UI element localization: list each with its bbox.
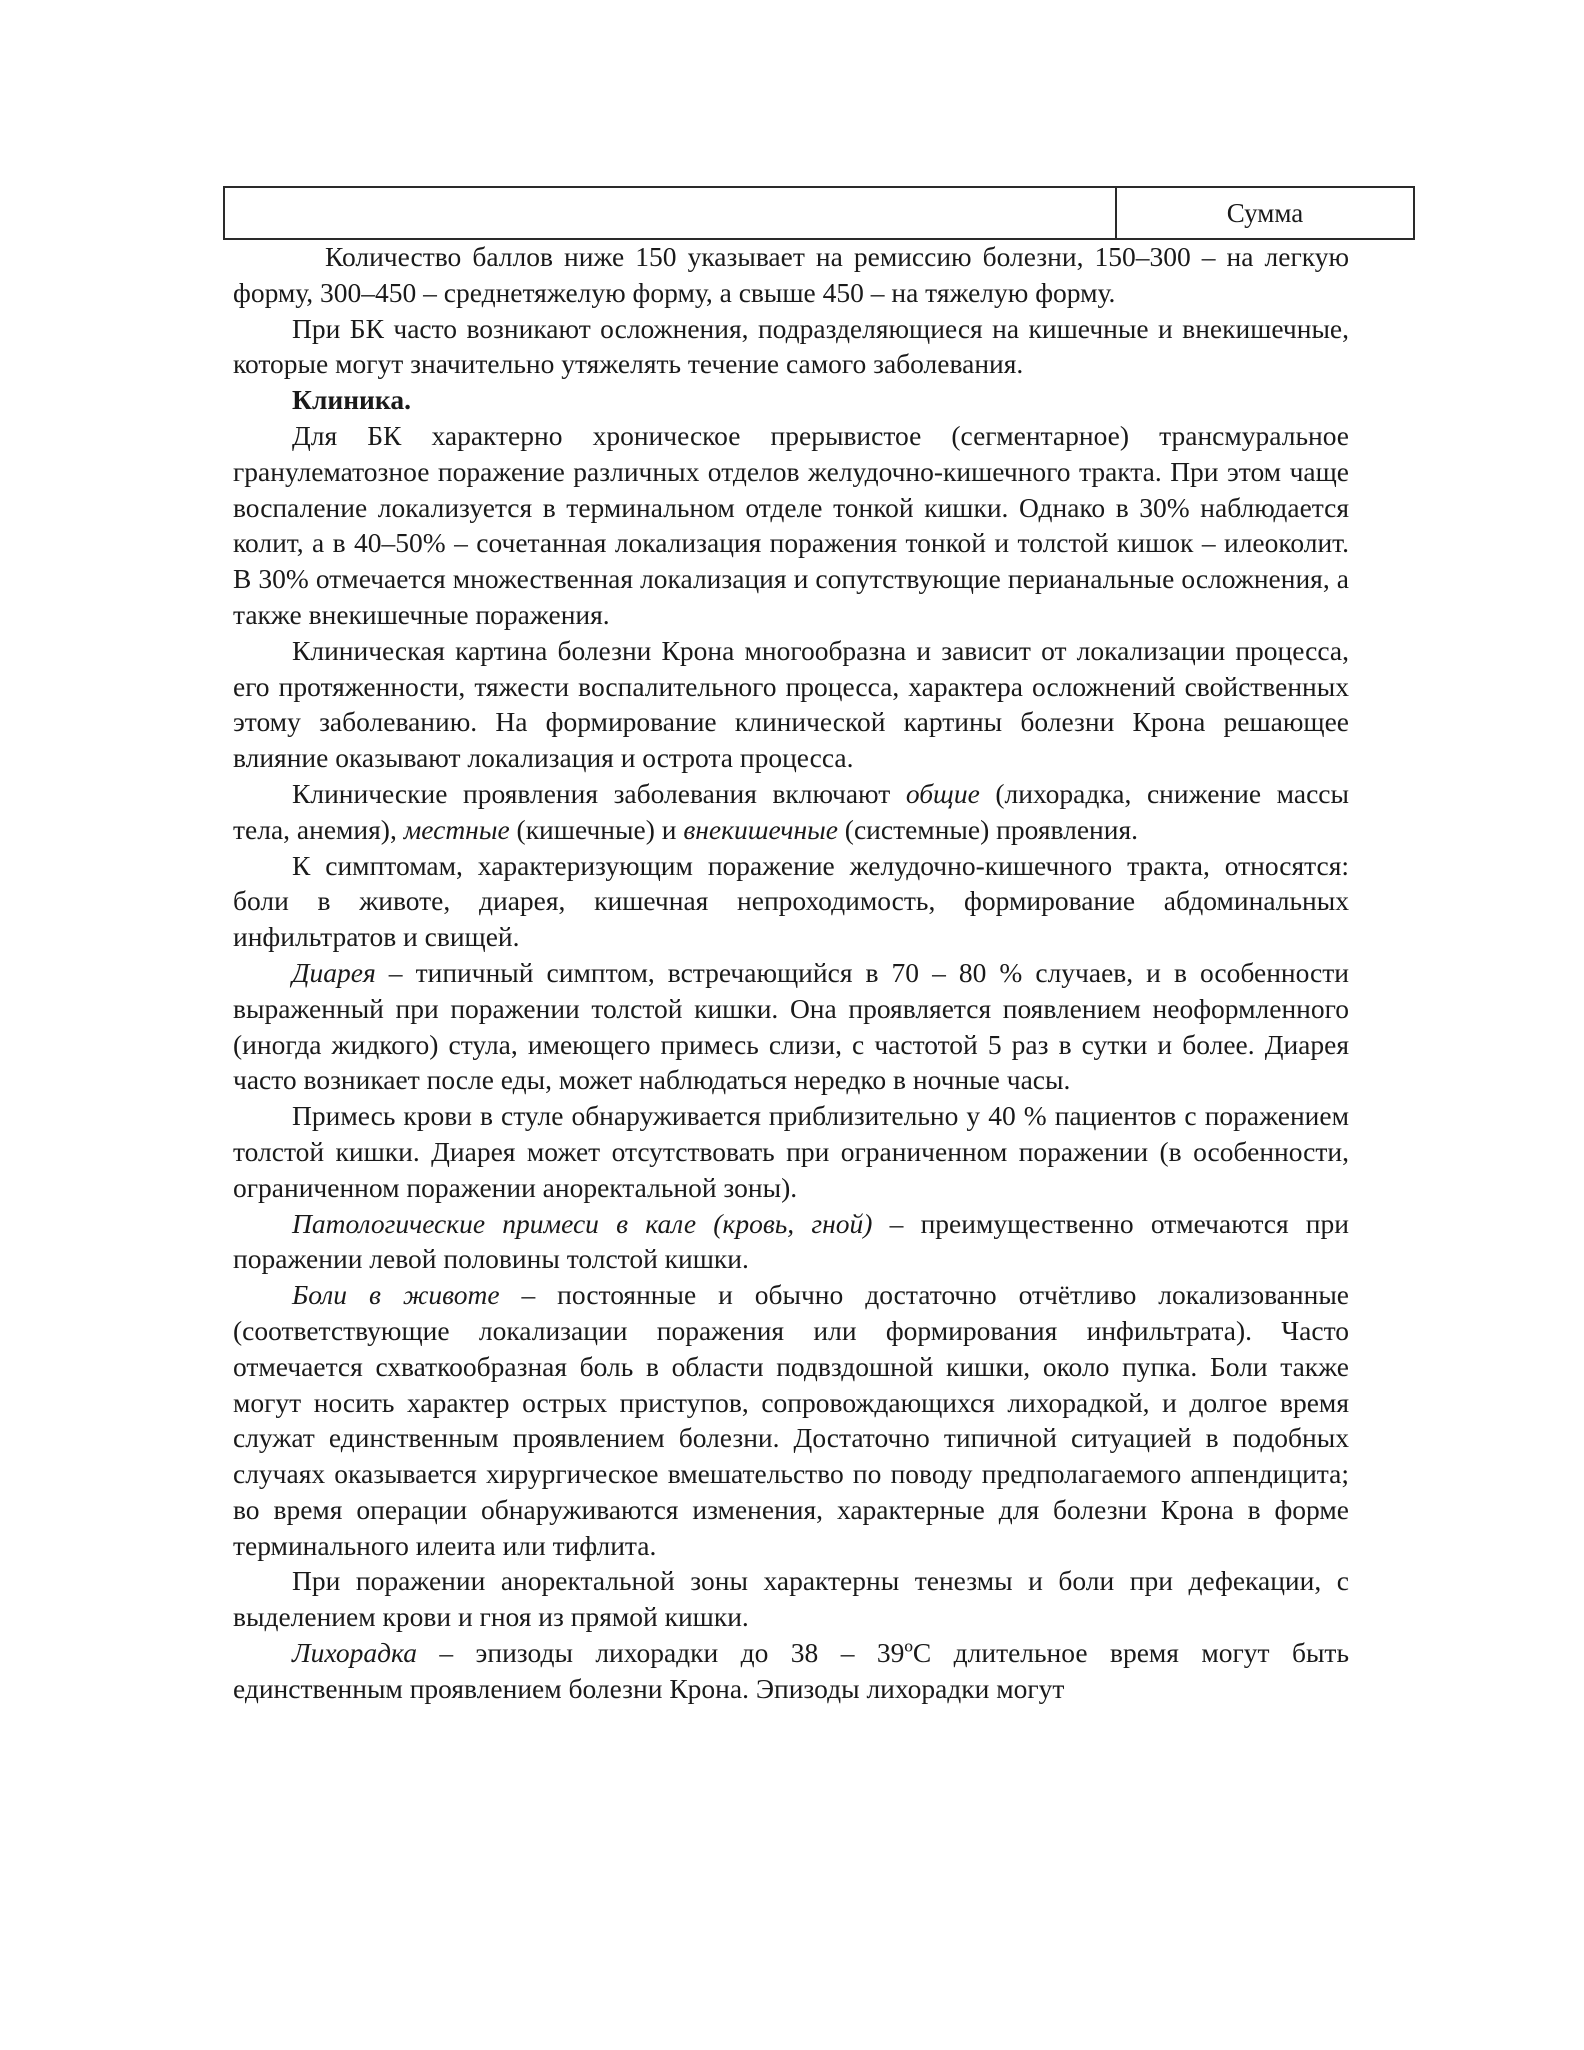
paragraph-localization: Для БК характерно хроническое прерывистое (сегментарное) трансмуральное гранулематозное поражение различных отделов желудочно-кишечного тракта. При этом чаще воспаление локализуется в терминальном отделе тонкой кишки. Однако в 30% наблюдается колит, а в 40–50% – сочетанная локализация поражения тонкой и толстой кишок – илеоколит. В 30% отмечается множественная локализация и сопутствующие перианальные осложнения, а также внекишечные поражения.: [233, 419, 1349, 630]
paragraph-gi-symptoms: К симптомам, характеризующим поражение желудочно-кишечного тракта, относятся: боли в животе, диарея, кишечная непроходимость, формирование абдоминальных инфильтратов и свищей.: [233, 849, 1349, 953]
paragraph-pathological-admixtures: Патологические примеси в кале (кровь, гной) – преимущественно отмечаются при поражении левой половины толстой кишки.: [233, 1207, 1349, 1275]
paragraph-diarrhea: Диарея – типичный симптом, встречающийся в 70 – 80 % случаев, и в особенности выраженный при поражении толстой кишки. Она проявляется появлением неоформленного (иногда жидкого) стула, имеющего примесь слизи, с частотой 5 раз в сутки и более. Диарея часто возникает после еды, может наблюдаться нередко в ночные часы.: [233, 956, 1349, 1096]
paragraph-complications: При БК часто возникают осложнения, подразделяющиеся на кишечные и внекишечные, которые могут значительно утяжелять течение самого заболевания.: [233, 312, 1349, 380]
paragraph-blood-in-stool: Примесь крови в стуле обнаруживается приблизительно у 40 % пациентов с поражением толстой кишки. Диарея может отсутствовать при ограниченном поражении (в особенности, ограниченном поражении аноректальной зоны).: [233, 1100, 1349, 1203]
paragraph-manifestations: Клинические проявления заболевания включают общие (лихорадка, снижение массы тела, анемия), местные (кишечные) и внекишечные (системные) проявления.: [233, 777, 1349, 845]
paragraph-clinical-picture: Клиническая картина болезни Крона многообразна и зависит от локализации процесса, его протяженности, тяжести воспалительного процесса, характера осложнений свойственных этому заболеванию. На формирование клинической картины болезни Крона решающее влияние оказывают локализация и острота процесса.: [233, 634, 1349, 774]
score-table: [223, 186, 1415, 240]
body-text: [233, 239, 1349, 1707]
paragraph-score-interpretation: Количество баллов ниже 150 указывает на ремиссию болезни, 150–300 – на легкую форму, 300–450 – среднетяжелую форму, а свыше 450 – на тяжелую форму.: [233, 241, 1349, 308]
table-cell-sum: Сумма: [1226, 197, 1304, 228]
paragraph-fever: Лихорадка – эпизоды лихорадки до 38 – 39ºС длительное время могут быть единственным проявлением болезни Крона. Эпизоды лихорадки могут: [233, 1637, 1349, 1704]
section-heading-clinic: Клиника.: [292, 384, 411, 416]
paragraph-abdominal-pain: Боли в животе – постоянные и обычно достаточно отчётливо локализованные (соответствующие локализации поражения или формирования инфильтрата). Часто отмечается схваткообразная боль в области подвздошной кишки, около пупка. Боли также могут носить характер острых приступов, сопровождающихся лихорадкой, и долгое время служат единственным проявлением болезни. Достаточно типичной ситуацией в подобных случаях оказывается хирургическое вмешательство по поводу предполагаемого аппендицита; во время операции обнаруживаются изменения, характерные для болезни Крона в форме терминального илеита или тифлита.: [233, 1279, 1350, 1561]
table-cell-empty: [225, 188, 1117, 238]
paragraph-anorectal-zone: При поражении аноректальной зоны характерны тенезмы и боли при дефекации, с выделением крови и гноя из прямой кишки.: [233, 1565, 1349, 1633]
